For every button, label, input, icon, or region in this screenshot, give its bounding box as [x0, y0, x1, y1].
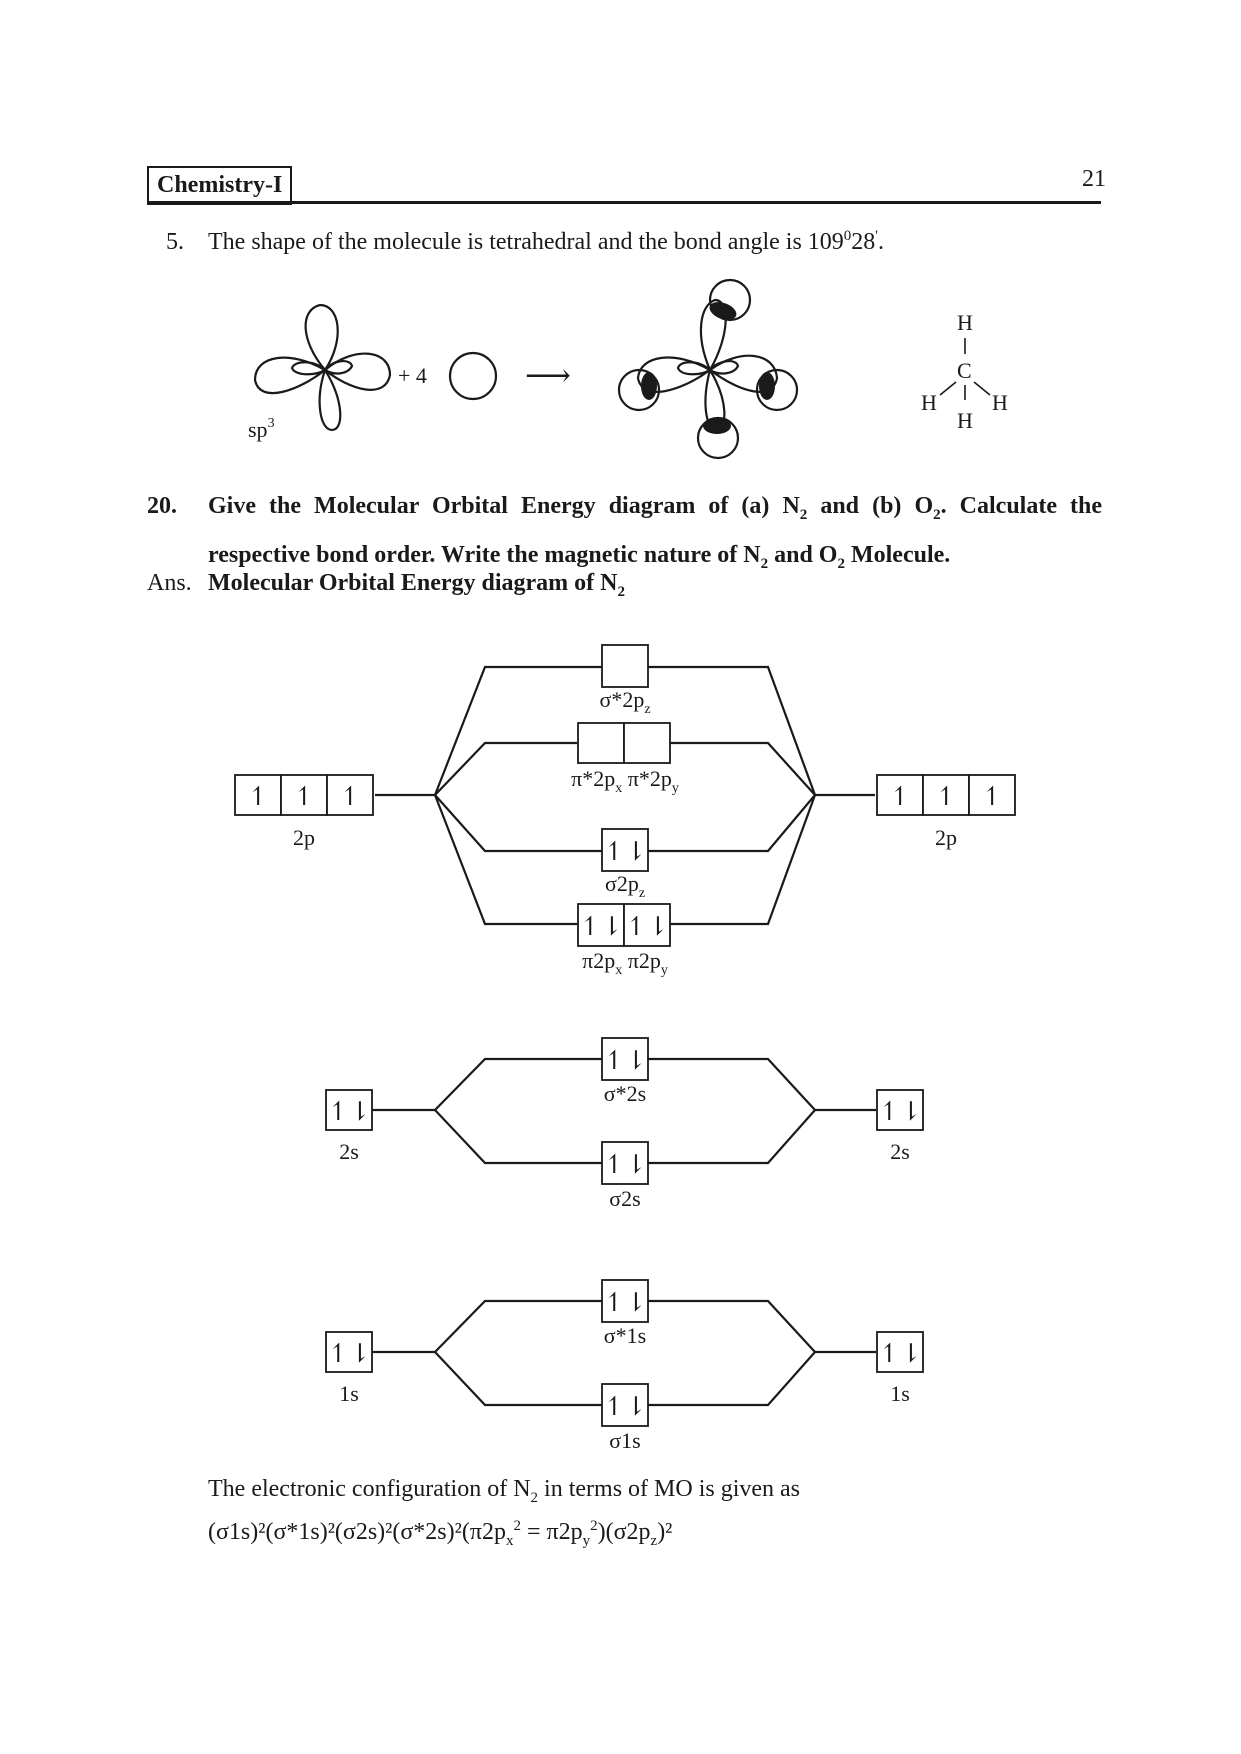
svg-text:2s: 2s — [339, 1139, 359, 1164]
svg-text:↿⇂: ↿⇂ — [327, 1097, 371, 1126]
reaction-arrow: ⟶ — [525, 357, 571, 393]
svg-text:σ2s: σ2s — [609, 1186, 641, 1211]
page-number: 21 — [1082, 166, 1106, 192]
svg-text:↿⇂: ↿⇂ — [878, 1339, 922, 1368]
svg-text:↿: ↿ — [935, 782, 957, 811]
answer-heading: Ans. Molecular Orbital Energy diagram of $N_2$ — [147, 570, 625, 600]
svg-text:H: H — [957, 310, 973, 335]
svg-text:2p: 2p — [293, 825, 315, 850]
svg-text:1s: 1s — [890, 1381, 910, 1406]
subject-header: Chemistry-I — [147, 166, 292, 205]
svg-text:↿⇂: ↿⇂ — [603, 1392, 647, 1421]
svg-text:↿⇂: ↿⇂ — [603, 837, 647, 866]
svg-text:σ*2s: σ*2s — [603, 1081, 647, 1106]
svg-text:σ*2pz: $\sigma*2p_z$ — [599, 687, 651, 717]
svg-text:↿: ↿ — [981, 782, 1003, 811]
svg-text:↿⇂: ↿⇂ — [625, 912, 669, 941]
svg-text:C: C — [957, 358, 972, 383]
svg-text:2s: 2s — [890, 1139, 910, 1164]
svg-text:2p: 2p — [935, 825, 957, 850]
svg-text:↿⇂: ↿⇂ — [603, 1046, 647, 1075]
svg-text:↿: ↿ — [293, 782, 315, 811]
svg-text:σ1s: σ1s — [609, 1428, 641, 1453]
svg-text:σ*1s: σ*1s — [603, 1323, 647, 1348]
svg-text:↿⇂: ↿⇂ — [327, 1339, 371, 1368]
plus-four-label: + 4 — [398, 363, 427, 388]
configuration-formula: $(\sigma 1s)^2(\sigma*1s)^2(\sigma 2s)^2(\sigma*2s)^2(\pi 2p_x^2 = \pi 2p_y^2)(\sigma 2p_z)^2$ — [208, 1518, 673, 1549]
svg-text:↿: ↿ — [247, 782, 269, 811]
svg-text:1s: 1s — [339, 1381, 359, 1406]
svg-text:↿⇂: ↿⇂ — [603, 1150, 647, 1179]
svg-text:H: H — [992, 390, 1008, 415]
svg-text:H: H — [957, 408, 973, 433]
question-20: 20. Give the Molecular Orbital Energy diagram of (a) $N_2$ and (b) $O_2$. Calculate the respective bond order. Write the magnetic nature of $N_2$ and $O_2$ Molecule. — [147, 486, 1102, 584]
question-number: 20. — [147, 493, 177, 519]
svg-text:σ2pz: $\sigma 2p_z$ — [604, 871, 646, 901]
point-number: 5. — [166, 229, 184, 255]
point-5: 5. The shape of the molecule is tetrahedral and the bond angle is $109^028'$. — [166, 228, 884, 255]
configuration-intro: The electronic configuration of $N_2$ in terms of MO is given as — [208, 1476, 801, 1506]
svg-text:↿⇂: ↿⇂ — [579, 912, 623, 941]
svg-text:π*2px π*2py: $\pi*2p_x$ $\pi*2p_y$ — [571, 766, 679, 796]
svg-text:π2px π2py: $\pi 2p_x$ $\pi 2p_y$ — [582, 948, 668, 978]
svg-text:↿: ↿ — [339, 782, 361, 811]
svg-text:sp3: $sp^3$ — [248, 416, 275, 442]
svg-text:↿⇂: ↿⇂ — [603, 1288, 647, 1317]
svg-text:↿: ↿ — [889, 782, 911, 811]
sigma-star-2pz-box — [602, 645, 648, 687]
svg-text:↿⇂: ↿⇂ — [878, 1097, 922, 1126]
svg-text:H: H — [921, 390, 937, 415]
